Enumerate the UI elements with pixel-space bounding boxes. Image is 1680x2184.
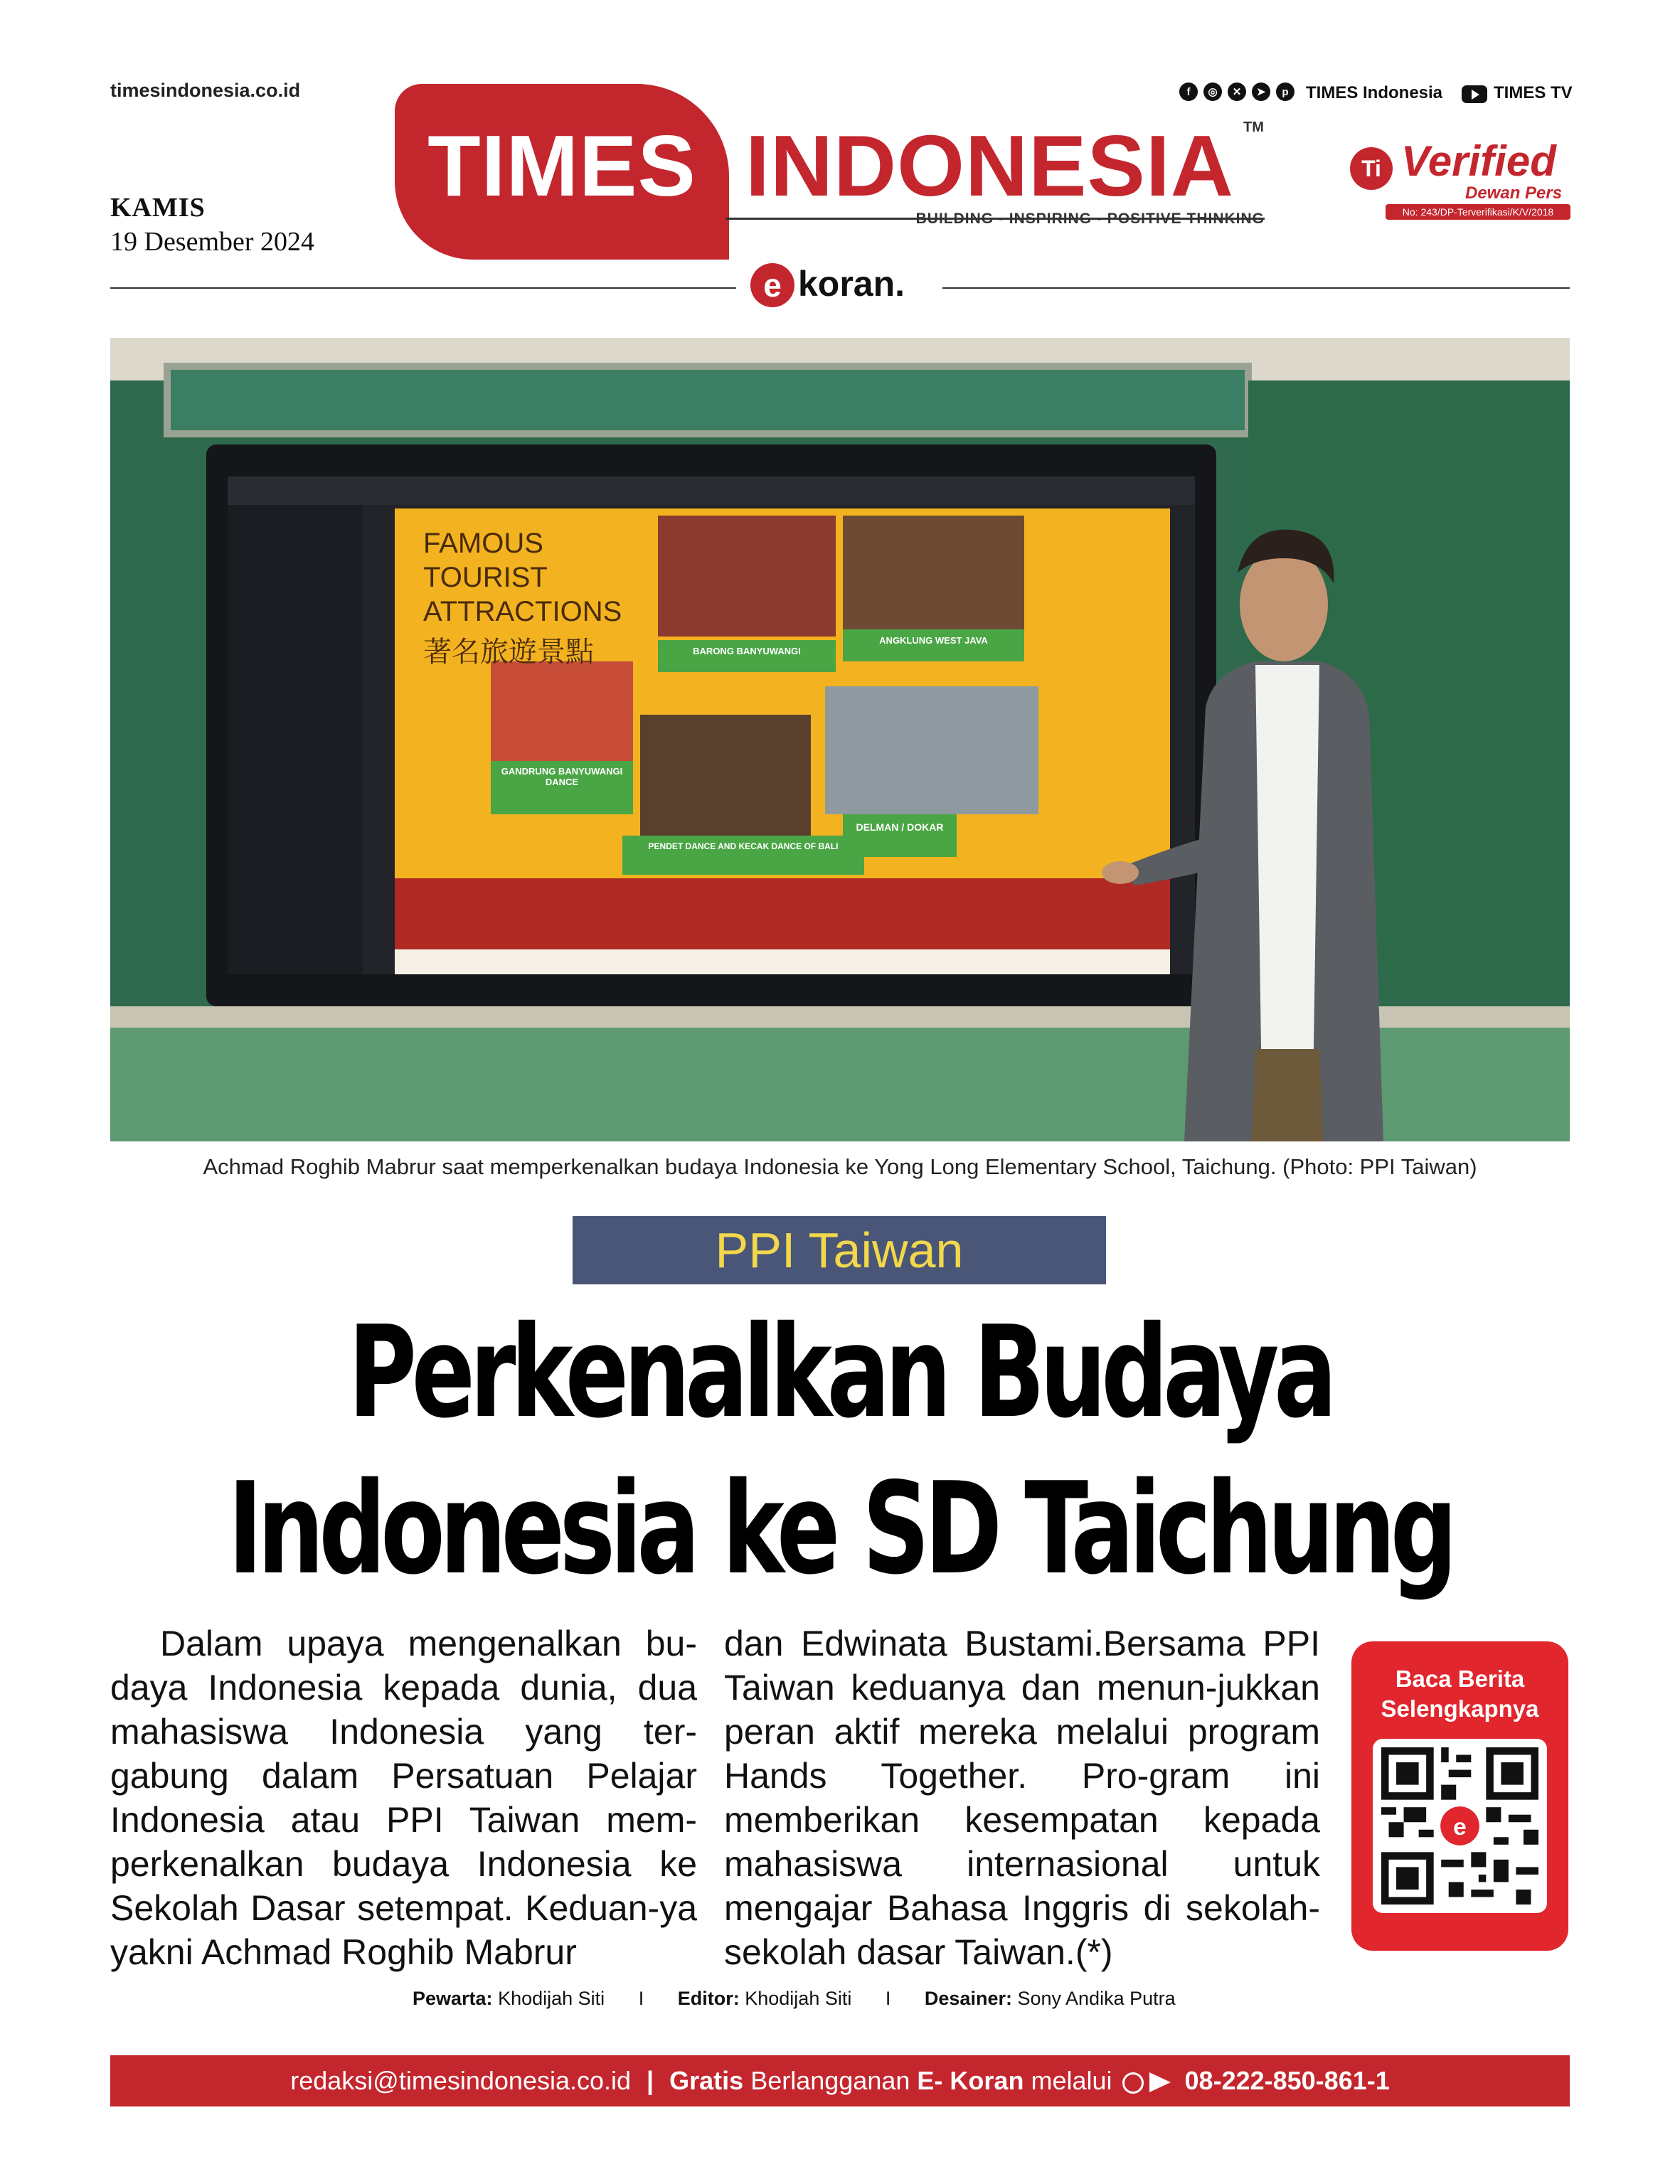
photo-scene (110, 338, 1570, 1141)
edition-day: KAMIS (110, 193, 206, 223)
x-icon[interactable]: ✕ (1228, 82, 1246, 101)
header-rule-left (110, 287, 736, 289)
slide-label-pendet: PENDET DANCE AND KECAK DANCE OF BALI (648, 841, 839, 851)
credits-separator: I (885, 1988, 891, 2009)
logo-indonesia: INDONESIA (745, 117, 1234, 214)
article-column-2: dan Edwinata Bustami.Bersama PPI Taiwan keduanya dan menun-jukkan peran aktif mereka melalui program Hands Together. Pro-gram ini memberikan kesempatan kepada mahasiswa internasional untuk mengajar Bahasa Inggris di sekolah-sekolah dasar Taiwan.(*) (724, 1624, 1320, 1972)
kicker-label: PPI Taiwan (715, 1222, 964, 1278)
logo-tagline: BUILDING - INSPIRING - POSITIVE THINKING (915, 211, 1265, 227)
youtube-icon[interactable] (1462, 85, 1487, 103)
slide-label-gandrung: GANDRUNG BANYUWANGI DANCE (501, 766, 623, 787)
facebook-icon[interactable]: f (1179, 82, 1198, 101)
pewarta-label: Pewarta: (413, 1988, 493, 2009)
editor-label: Editor: (677, 1988, 740, 2009)
svg-text:e: e (1453, 1814, 1467, 1841)
slide-label-angklung: ANGKLUNG WEST JAVA (879, 635, 988, 646)
article-credits (413, 1988, 1176, 2010)
ekoran-logo-text: koran. (798, 264, 905, 304)
whatsapp-icon[interactable] (1122, 2072, 1144, 2094)
edition-date: 19 Desember 2024 (110, 227, 315, 257)
telegram-icon[interactable]: ➤ (1252, 82, 1270, 101)
main-photo (110, 338, 1570, 1141)
footer-ekoran: E- Koran (917, 2066, 1024, 2095)
slide-title-chinese: 著名旅遊景點 (423, 636, 594, 668)
dewan-pers-label: Dewan Pers (1465, 183, 1563, 203)
send-icon[interactable] (1149, 2072, 1171, 2092)
logo-times: TIMES (427, 117, 696, 214)
header-rule-right (942, 287, 1570, 289)
footer-berlangganan: Berlangganan (750, 2066, 910, 2095)
registration-number: No: 243/DP-Terverifikasi/K/V/2018 (1386, 204, 1570, 220)
footer-phone[interactable]: 08-222-850-861-1 (1184, 2066, 1390, 2095)
logo-trademark: TM (1243, 119, 1264, 135)
desainer-name: Sony Andika Putra (1017, 1988, 1176, 2009)
slide-label-barong: BARONG BANYUWANGI (693, 646, 801, 656)
footer-email[interactable]: redaksi@timesindonesia.co.id (290, 2066, 632, 2095)
footer-melalui: melalui (1031, 2066, 1112, 2095)
qr-code-icon[interactable] (1381, 1747, 1538, 1905)
pinterest-icon[interactable]: p (1276, 82, 1294, 101)
ekoran-logo-icon: e (750, 263, 794, 307)
ti-badge: Ti (1350, 147, 1393, 190)
footer-text (110, 2055, 1570, 2106)
footer-gratis: Gratis (669, 2066, 744, 2095)
verified-label: Verified (1401, 137, 1556, 185)
pewarta-name: Khodijah Siti (498, 1988, 605, 2009)
headline-line-1: Perkenalkan Budaya (348, 1299, 1332, 1446)
article-column-1: Dalam upaya mengenalkan bu-daya Indonesia kepada dunia, dua mahasiswa Indonesia yang ter-gabung dalam Persatuan Pelajar Indonesia atau PPI Taiwan mem-perkenalkan budaya Indonesia ke Sekolah Dasar setempat. Keduan-ya yakni Achmad Roghib Mabrur (110, 1624, 697, 1972)
desainer-label: Desainer: (924, 1988, 1012, 2009)
times-tv-label[interactable]: TIMES TV (1494, 83, 1573, 102)
editor-name: Khodijah Siti (745, 1988, 852, 2009)
slide-label-delman: DELMAN / DOKAR (856, 821, 944, 833)
headline-line-2: Indonesia ke SD Taichung (228, 1455, 1452, 1602)
qr-card-title: Baca Berita Selengkapnya (1381, 1666, 1539, 1722)
credits-separator: I (638, 1988, 644, 2009)
footer-separator: | (647, 2066, 654, 2095)
site-url[interactable]: timesindonesia.co.id (110, 80, 301, 101)
slide-title: FAMOUS TOURIST ATTRACTIONS (423, 528, 622, 627)
social-label[interactable]: TIMES Indonesia (1306, 83, 1443, 102)
social-icons (1179, 82, 1294, 101)
photo-caption: Achmad Roghib Mabrur saat memperkenalkan budaya Indonesia ke Yong Long Elementary School, Taichung. (Photo: PPI Taiwan) (203, 1154, 1477, 1179)
instagram-icon[interactable]: ◎ (1203, 82, 1222, 101)
